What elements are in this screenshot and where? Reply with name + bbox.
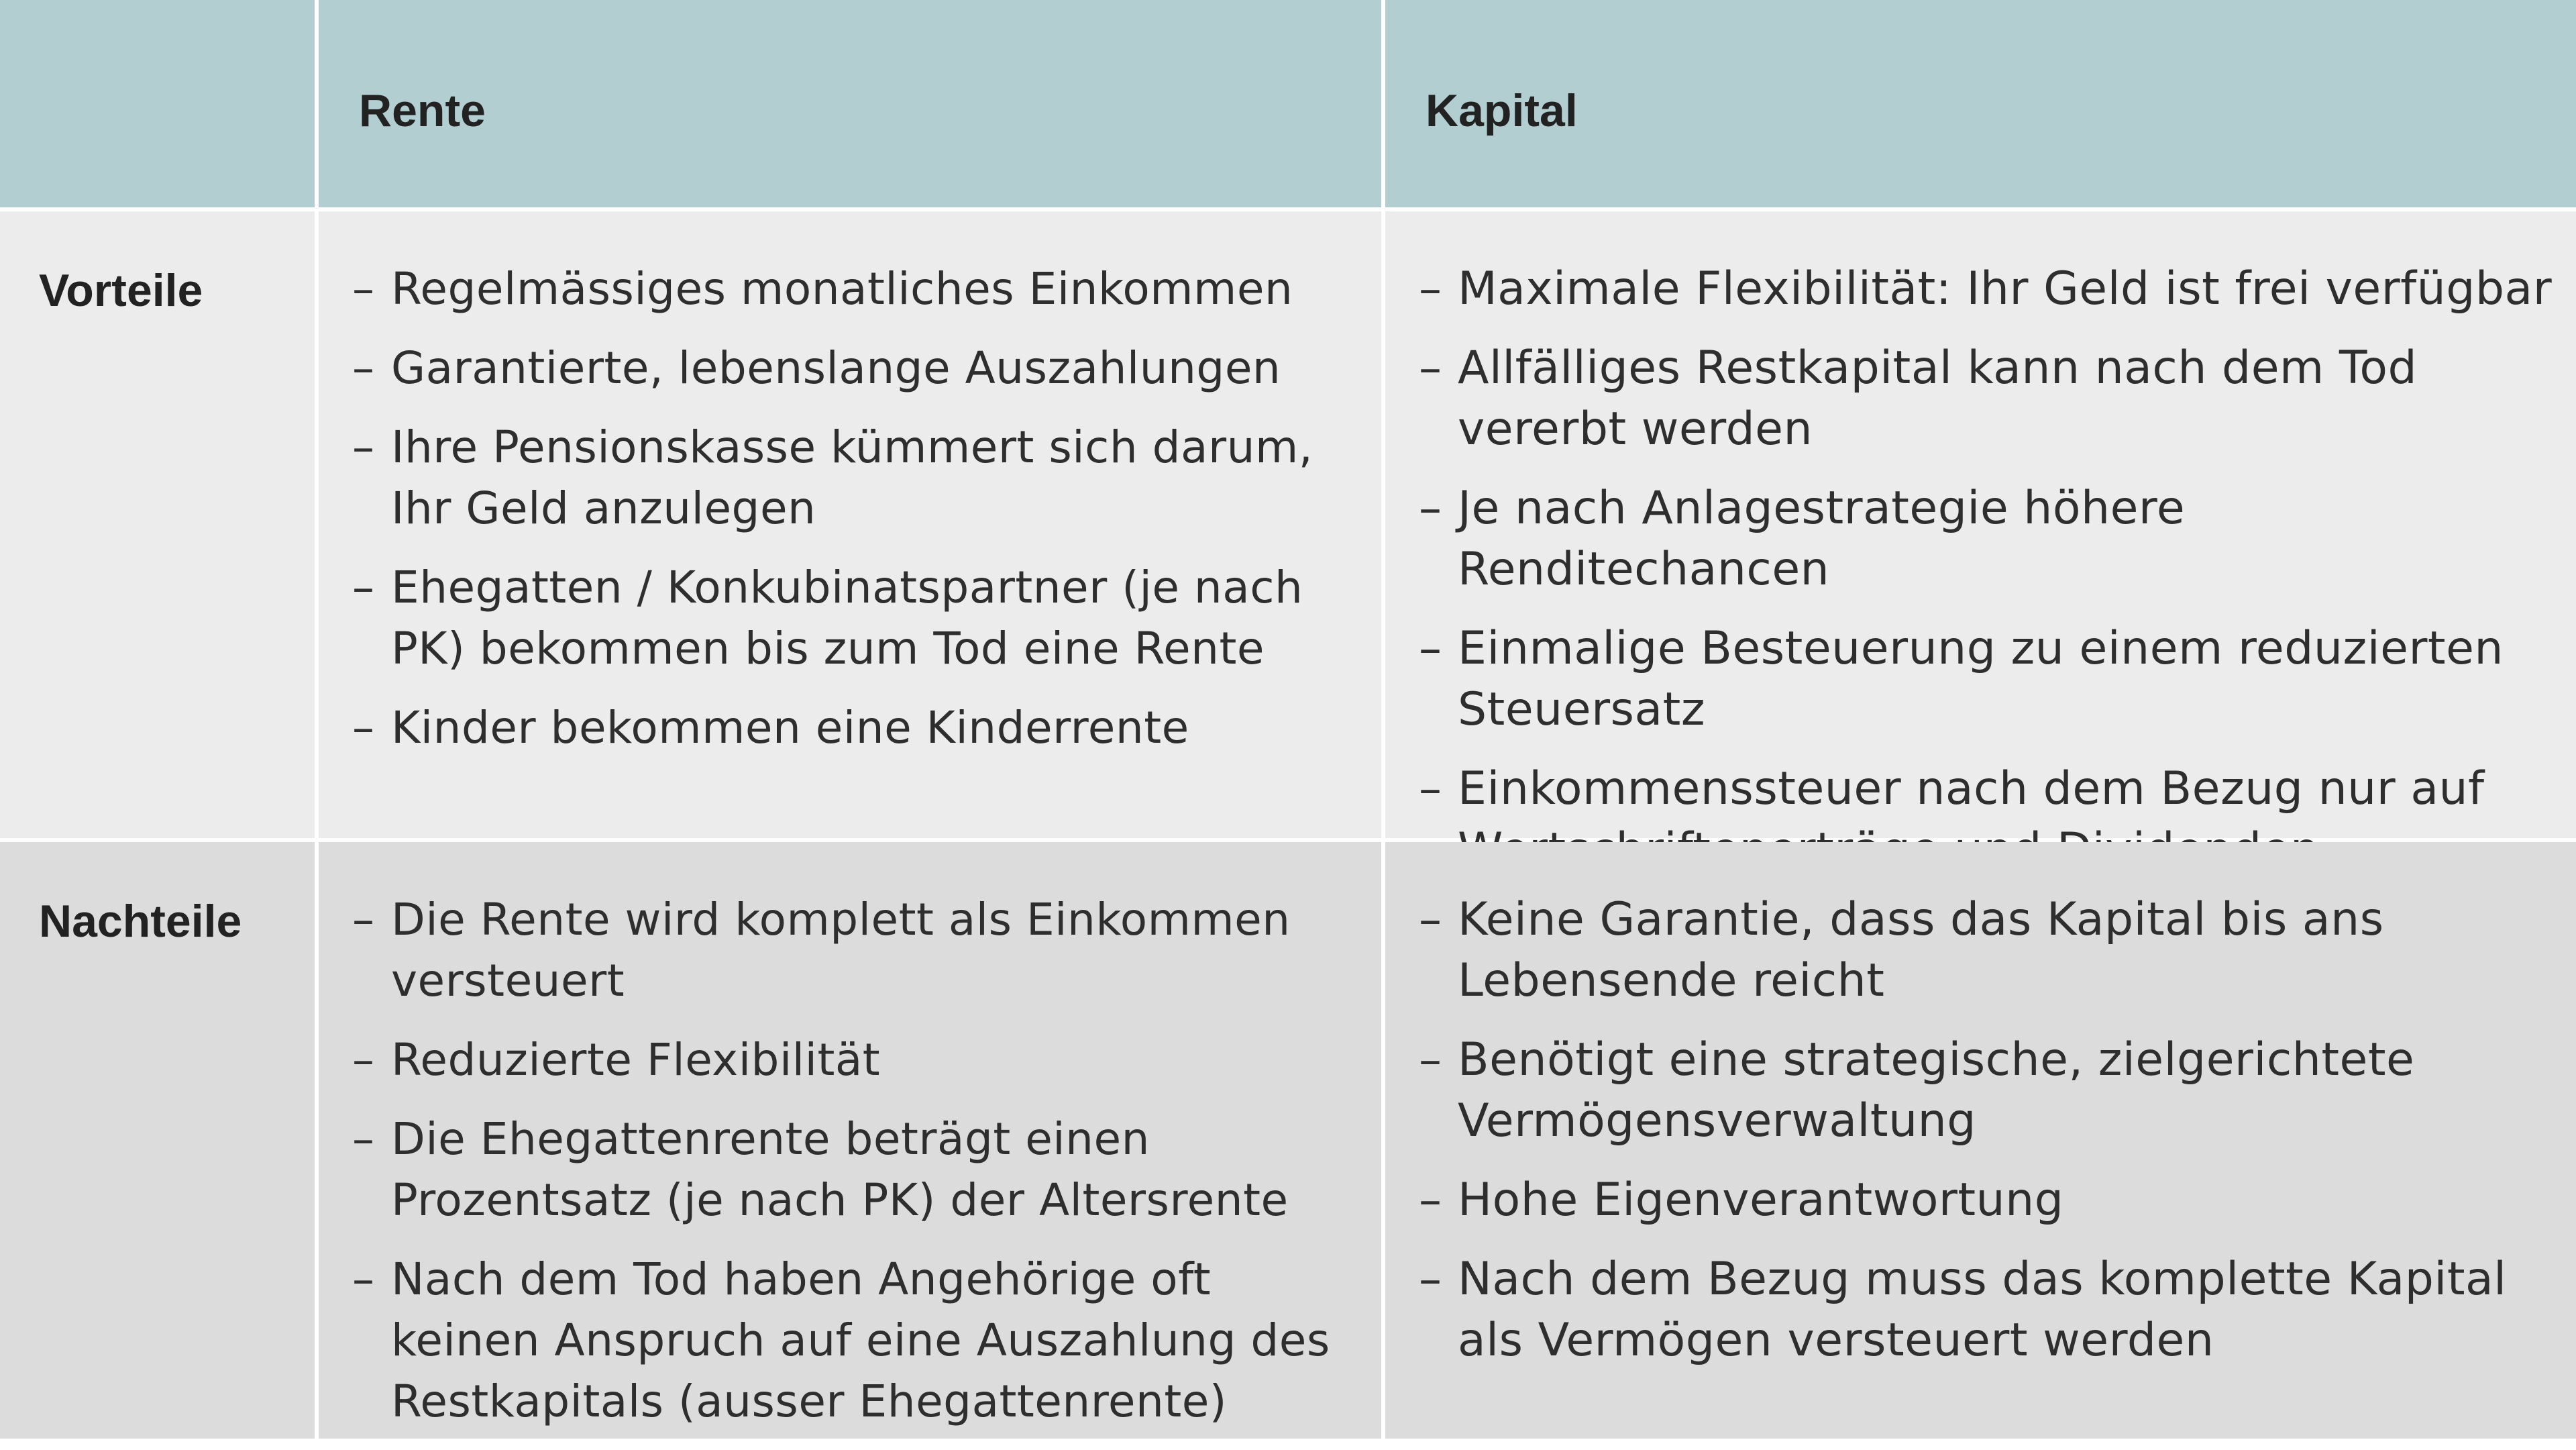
list-item: – Ihre Pensionskasse kümmert sich darum, Ihr Geld anzulegen bbox=[352, 417, 1361, 539]
nachteile-label: Nachteile bbox=[39, 896, 242, 947]
header-rente-cell bbox=[319, 0, 1385, 211]
list-item: – Keine Garantie, dass das Kapital bis ans Lebensende reicht bbox=[1419, 889, 2556, 1011]
nachteile-rente-cell bbox=[319, 842, 1385, 1443]
vorteile-label: Vorteile bbox=[39, 265, 203, 316]
header-kapital-label: Kapital bbox=[1426, 85, 1578, 136]
vorteile-label-cell bbox=[0, 211, 319, 842]
list-item: – Allfälliges Restkapital kann nach dem Tod vererbt werden bbox=[1419, 338, 2556, 460]
list-item: – Hohe Eigenverantwortung bbox=[1419, 1170, 2556, 1231]
list-item: – Einmalige Besteuerung zu einem reduzierten Steuersatz bbox=[1419, 618, 2556, 740]
list-item: – Regelmässiges monatliches Einkommen bbox=[352, 258, 1361, 319]
header-kapital-cell bbox=[1385, 0, 2576, 211]
list-item: – Einkommenssteuer nach dem Bezug nur auf bbox=[1419, 758, 2556, 880]
vorteile-rente-cell bbox=[319, 211, 1385, 842]
nachteile-kapital-cell bbox=[1385, 842, 2576, 1443]
nachteile-label-cell bbox=[0, 842, 319, 1443]
nachteile-rente-list bbox=[352, 889, 1361, 1450]
list-item: – Je nach Anlagestrategie höhere Renditechancen bbox=[1419, 478, 2556, 600]
list-item: – Nach dem Bezug muss das komplette Kapital als Vermögen versteuert werden bbox=[1419, 1249, 2556, 1371]
list-item: – Kinder bekommen eine Kinderrente bbox=[352, 697, 1361, 758]
list-item: – Die Rente wird komplett als Einkommen versteuert bbox=[352, 889, 1361, 1011]
list-item: – Benötigt eine strategische, zielgerichtete Vermögensverwaltung bbox=[1419, 1029, 2556, 1151]
list-item: – Ehegatten / Konkubinatspartner (je nach PK) bekommen bis zum Tod eine Rente bbox=[352, 557, 1361, 679]
list-item: – Maximale Flexibilität: Ihr Geld ist frei verfügbar bbox=[1419, 258, 2556, 319]
list-item: – Die Ehegattenrente beträgt einen Prozentsatz (je nach PK) der Altersrente bbox=[352, 1108, 1361, 1231]
list-item: – Nach dem Tod haben Angehörige oft keinen Anspruch auf eine Auszahlung des Restkapitals (ausser Ehegattenrente) bbox=[352, 1249, 1361, 1432]
list-item: – Reduzierte Flexibilität bbox=[352, 1029, 1361, 1090]
list-item: – Garantierte, lebenslange Auszahlungen bbox=[352, 338, 1361, 399]
vorteile-kapital-list bbox=[1419, 258, 2556, 898]
nachteile-kapital-list bbox=[1419, 889, 2556, 1389]
vorteile-kapital-cell bbox=[1385, 211, 2576, 842]
header-corner-cell bbox=[0, 0, 319, 211]
header-rente-label: Rente bbox=[359, 85, 486, 136]
vorteile-rente-list bbox=[352, 258, 1361, 776]
